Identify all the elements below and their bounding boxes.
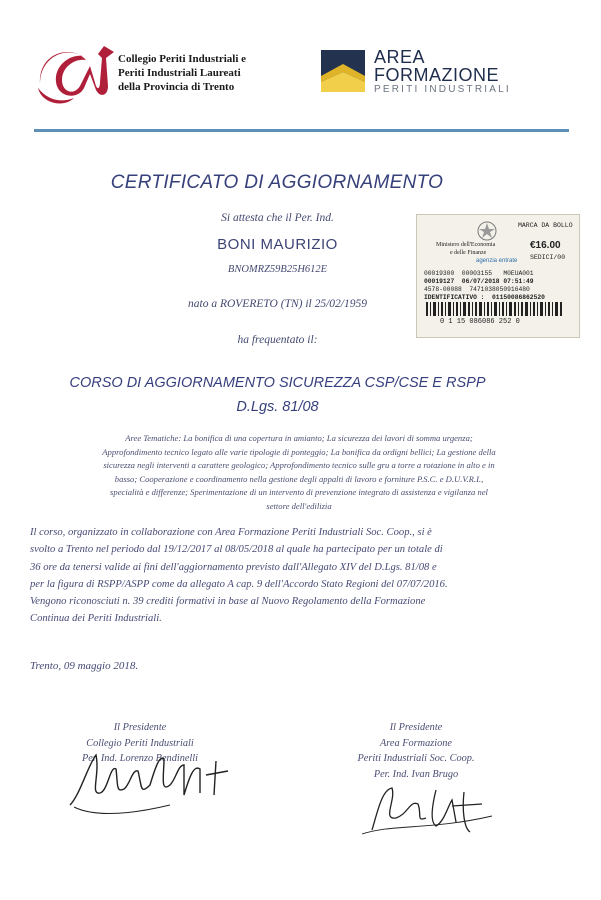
area-line-3: PERITI INDUSTRIALI <box>374 84 511 95</box>
signature-org: Area Formazione <box>380 737 452 749</box>
stamp-row-4: IDENTIFICATIVO : 01150086862520 <box>424 294 545 301</box>
stamp-label: MARCA DA BOLLO <box>518 222 573 229</box>
stamp-amount: €16.00 <box>530 240 561 251</box>
stamp-barcode-number: 0 1 15 086086 252 0 <box>440 318 520 326</box>
signature-title: Il Presidente <box>389 722 443 733</box>
aree-line: Aree Tematiche: La bonifica di una copertura in amianto; La sicurezza dei lavori di somma urgenza; <box>125 433 473 443</box>
recipient-name: BONI MAURIZIO <box>217 236 338 253</box>
course-line-1: CORSO DI AGGIORNAMENTO SICUREZZA CSP/CSE E RSPP <box>69 375 486 391</box>
collegio-line-2: Periti Industriali Laureati <box>118 67 241 79</box>
certificate-title: CERTIFICATO DI AGGIORNAMENTO <box>110 172 444 193</box>
stamp-ministry-2: e delle Finanze <box>450 250 487 256</box>
issue-date: Trento, 09 maggio 2018. <box>30 660 139 672</box>
paragraph-line: Il corso, organizzato in collaborazione con Area Formazione Periti Industriali Soc. Coop., si è <box>30 527 432 538</box>
frequentato-text: ha frequentato il: <box>237 334 318 346</box>
codice-fiscale: BNOMRZ59B25H612E <box>227 264 328 275</box>
course-line-2: D.Lgs. 81/08 <box>236 399 319 415</box>
paragraph-line: 36 ore da tenersi valide ai fini dell'aggiornamento previsto dall'Allegato XIV del D.Lgs. 81/08 e <box>30 561 437 573</box>
aree-line: sicurezza negli interventi a carattere geologico; Approfondimento tecnico sulle gru a torre a rotazione in alto e in <box>103 460 495 470</box>
stamp-row-2: 00019127 06/07/2018 07:51:49 <box>424 278 534 285</box>
aree-line: Approfondimento tecnico legato alle varie tipologie di ponteggio; La bonifica da ordigni bellici; La gestione della <box>102 446 496 457</box>
stamp-barcode <box>426 302 566 316</box>
revenue-stamp <box>416 214 580 338</box>
signature-org-2: Periti Industriali Soc. Coop. <box>357 753 475 764</box>
stamp-emblem-icon <box>476 220 498 242</box>
collegio-line-1: Collegio Periti Industriali e <box>118 53 247 65</box>
paragraph-line: per la figura di RSPP/ASPP come da allegato A cap. 9 dell'Accordo Stato Regioni del 07/07/2016. <box>30 578 448 590</box>
stamp-ministry: Ministero dell'Economia <box>436 242 496 248</box>
stamp-amount-words: SEDICI/00 <box>530 254 566 261</box>
signature-org: Collegio Periti Industriali <box>86 737 194 749</box>
collegio-name <box>118 52 246 94</box>
area-line-1: AREA <box>374 47 426 67</box>
aree-line: settore dell'edilizia <box>266 500 332 511</box>
area-line-2: FORMAZIONE <box>374 65 499 85</box>
signature-right-handwritten <box>352 770 502 840</box>
birth-info: nato a ROVERETO (TN) il 25/02/1959 <box>188 298 367 310</box>
aree-tematiche <box>74 432 524 513</box>
paragraph-line: Continua dei Periti Industriali. <box>30 613 162 625</box>
signature-title: Il Presidente <box>113 722 167 733</box>
stamp-row-1: 00019300 00003155 M0EUA001 <box>424 270 534 277</box>
course-title <box>0 371 555 419</box>
stamp-row-3: 4578-00088 7471038050916480 <box>424 286 530 293</box>
stamp-brand: agenzia entrate <box>476 258 518 264</box>
paragraph-line: svolto a Trento nel periodo dal 19/12/2017 al 08/05/2018 al quale ha partecipato per un totale di <box>30 544 443 556</box>
paragraph-line: Vengono riconosciuti n. 39 crediti formativi in base al Nuovo Regolamento della Formazione <box>30 596 426 608</box>
signature-person: Per. Ind. Ivan Brugo <box>373 768 459 780</box>
area-formazione-logo <box>321 50 365 92</box>
header-rule <box>34 129 569 132</box>
attesta-text: Si attesta che il Per. Ind. <box>221 212 334 224</box>
aree-line: basso; Cooperazione e coordinamento nella gestione degli appalti di lavoro e forniture P.S.C. e D.U.V.R.I., <box>114 473 484 484</box>
collegio-logo <box>34 38 116 108</box>
collegio-line-3: della Provincia di Trento <box>118 81 235 93</box>
aree-line: specialità e differenze; Sperimentazione di un intervento di prevenzione integrato di assistenza e vigilanza nel <box>110 487 488 497</box>
signature-left-handwritten <box>60 735 240 820</box>
signature-person: Per. Ind. Lorenzo Bendinelli <box>81 753 198 764</box>
area-formazione-name <box>374 48 511 96</box>
course-description <box>30 524 518 628</box>
